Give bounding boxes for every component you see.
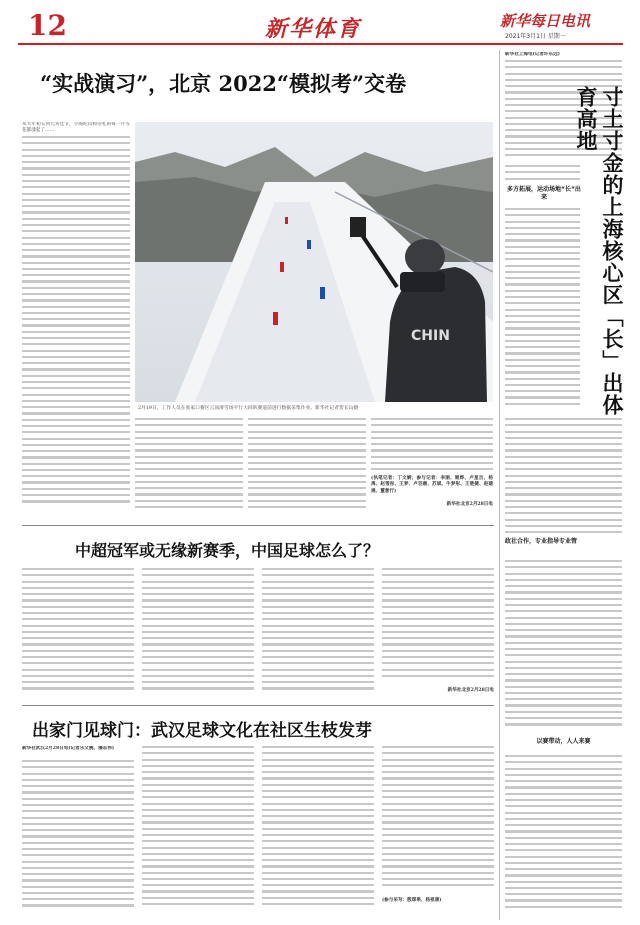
- masthead-rule: [18, 43, 623, 45]
- right-body-full-2: [505, 560, 622, 735]
- football-dateline: 新华社北京2月28日电: [447, 688, 494, 693]
- right-body-mid: [505, 208, 580, 413]
- wuhan-headline: 出家门见球门：武汉足球文化在社区生枝发芽: [32, 721, 372, 741]
- football-headline: 中超冠军或无缘新赛季，中国足球怎么了？: [75, 541, 380, 560]
- lead-photo: [135, 122, 493, 402]
- lead-headline: “实战演习”，北京 2022“模拟考”交卷: [40, 71, 407, 96]
- right-subhead-3: 以赛带动，人人来赛: [536, 738, 591, 745]
- wuhan-lede: 新华社武汉2月28日电(记者乐文婉、潘志伟): [22, 746, 115, 751]
- lead-body-col-2: [135, 418, 243, 518]
- section-title: 新华体育: [265, 16, 362, 42]
- right-body-full-3: [505, 755, 622, 917]
- right-column-divider: [499, 50, 500, 920]
- brand-name: 新华每日电讯: [500, 12, 591, 30]
- lead-body-col-3: [248, 418, 366, 518]
- lead-dateline: 新华社北京2月28日电: [446, 502, 493, 507]
- lead-reporters: (执笔记者：丁文娴；参与记者：李丽、姬烨、卢星吉、杨禹、赵雪彤、王梦、卢羽晨、苏斌、牛梦彤、王楚捷、赵建通、董意行): [371, 476, 493, 494]
- divider-lead: [22, 525, 494, 526]
- divider-football: [22, 705, 494, 706]
- lead-photo-caption: 2月19日，工作人员在张家口赛区云顶滑雪场平行大回转赛道前进行数据采集作业。新华社记者贺长山摄: [138, 406, 359, 411]
- page-number: 12: [28, 9, 67, 42]
- football-body: [22, 568, 494, 698]
- right-subhead-2: 政社合作，专业指导专业管: [505, 538, 578, 545]
- wuhan-reporters: (参与采写：殷琛果、杨祖康): [382, 898, 442, 903]
- right-body-full-1: [505, 418, 622, 538]
- masthead: [0, 0, 640, 44]
- right-dateline: 新华社上海电(记者许东远): [505, 52, 560, 57]
- right-vertical-headline: 寸土寸金的上海核心区「长」出体育高地: [574, 86, 625, 416]
- right-subhead-1: 多方拓展，运动场地“长”出来: [507, 186, 581, 201]
- lead-lede: 从大年初五到元宵佳节，小海陀山和崇礼的每一片雪花都漾起了……: [22, 122, 130, 134]
- jacket-text: CHIN: [411, 328, 450, 344]
- lead-body-col-1: [22, 122, 130, 510]
- ski-course-photo: [135, 122, 493, 402]
- wuhan-body: [22, 746, 494, 916]
- date-line: 2021年3月1日 星期一: [505, 33, 566, 40]
- lead-body-col-4: [371, 418, 493, 518]
